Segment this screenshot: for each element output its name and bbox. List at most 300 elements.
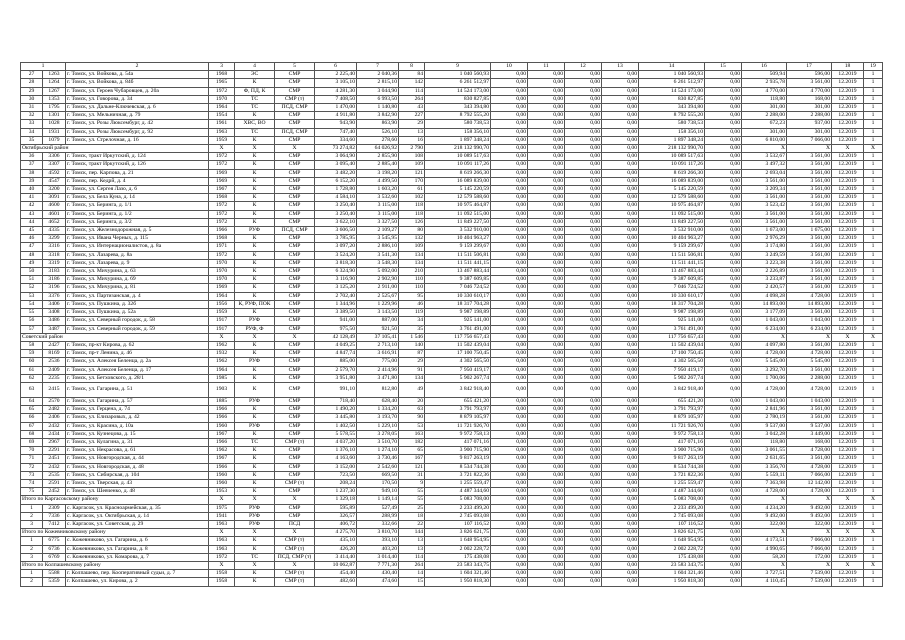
table-cell: 1903 xyxy=(209,382,235,397)
table-cell: 0,00 xyxy=(565,95,602,103)
address-cell: г. Томск, ул. Лазарева, д. 9 xyxy=(66,259,209,267)
table-cell: 3 497,32 xyxy=(742,161,787,169)
table-cell: Х xyxy=(209,529,235,537)
table-cell: 1 xyxy=(864,169,883,177)
table-cell: 0,00 xyxy=(565,292,602,300)
table-row xyxy=(21,350,883,358)
register-table xyxy=(20,62,883,587)
table-cell: 0,00 xyxy=(602,202,639,210)
table-cell: 0,00 xyxy=(491,235,528,243)
address-cell: г. Томск, ул. Стрелочная, д. 16 xyxy=(66,136,209,144)
table-cell: 0,00 xyxy=(565,161,602,169)
table-cell: 0,00 xyxy=(705,520,742,528)
table-cell: 5 145 220,59 xyxy=(639,186,705,194)
table-cell: 1963 xyxy=(209,545,235,553)
table-cell: 4335 xyxy=(43,227,66,235)
table-cell: 628,40 xyxy=(357,397,399,405)
table-cell: 3 532 910,00 xyxy=(425,227,491,235)
table-cell: 5 545,00 xyxy=(742,358,787,366)
table-cell: 29 xyxy=(399,358,425,366)
table-cell: 0,00 xyxy=(565,422,602,430)
table-cell: 0,00 xyxy=(705,358,742,366)
table-cell: 80 xyxy=(399,227,425,235)
table-cell: 57 xyxy=(21,325,43,333)
table-cell: 1 xyxy=(864,382,883,397)
table-cell: 0,00 xyxy=(602,529,639,537)
table-cell: 343 394,80 xyxy=(639,104,705,112)
table-cell: 0,00 xyxy=(565,309,602,317)
table-cell: 3376 xyxy=(43,292,66,300)
table-cell: 3 561,00 xyxy=(787,284,832,292)
table-cell: 0,00 xyxy=(491,430,528,438)
table-cell: 218 132 990,70 xyxy=(639,145,705,153)
address-cell: г. Томск, ул. Войкова, д. 54а xyxy=(66,71,209,79)
table-cell: 2406 xyxy=(43,414,66,422)
table-cell: 0,00 xyxy=(491,268,528,276)
table-cell: 0,00 xyxy=(528,512,565,520)
table-cell: 2 815,10 xyxy=(357,79,399,87)
table-cell: 50 xyxy=(21,268,43,276)
table-cell: 3 791 793,97 xyxy=(639,406,705,414)
table-cell: 1970 xyxy=(209,259,235,267)
table-cell: 0,00 xyxy=(491,447,528,455)
table-cell: 2591 xyxy=(43,479,66,487)
table-cell: К xyxy=(235,79,275,87)
table-cell: 0,00 xyxy=(602,259,639,267)
table-cell: 0,00 xyxy=(705,251,742,259)
address-cell: г. Томск, ул. Лазарева, д. 8а xyxy=(66,251,209,259)
table-cell: 107 116,52 xyxy=(639,520,705,528)
table-cell: 3 327,50 xyxy=(357,218,399,226)
section-total-row xyxy=(21,561,883,569)
table-cell: 12.2019 xyxy=(832,194,864,202)
table-cell: 264 xyxy=(399,561,425,569)
table-cell: 0,00 xyxy=(705,243,742,251)
table-cell: 0,00 xyxy=(491,145,528,153)
table-cell: 4 728,00 xyxy=(787,488,832,496)
table-cell: 0,00 xyxy=(528,341,565,349)
table-cell: 3 785,95 xyxy=(315,235,357,243)
table-cell: 7 539,00 xyxy=(787,570,832,578)
table-cell: 672,23 xyxy=(742,120,787,128)
table-cell: 0,00 xyxy=(565,496,602,504)
table-cell: ТС xyxy=(235,128,275,136)
table-cell: 0,00 xyxy=(705,227,742,235)
table-cell: 12.2019 xyxy=(832,317,864,325)
table-cell: 1 xyxy=(864,259,883,267)
table-cell: Х xyxy=(832,496,864,504)
section-label: Советский район xyxy=(21,333,209,341)
table-cell: 0,00 xyxy=(705,366,742,374)
table-cell: 595,89 xyxy=(315,504,357,512)
table-cell: 1263 xyxy=(43,71,66,79)
address-cell: г. Томск, ул. Алексея Беленца, д. 2а xyxy=(66,358,209,366)
table-cell: 117 756 657,43 xyxy=(425,333,491,341)
column-number: 4 xyxy=(235,63,275,71)
table-cell: 3 482,20 xyxy=(315,169,357,177)
table-cell: 1 255 559,47 xyxy=(639,479,705,487)
table-cell: 3 532,67 xyxy=(742,153,787,161)
table-cell: РУФ xyxy=(235,512,275,520)
table-cell: 118 xyxy=(399,202,425,210)
table-cell: 0,00 xyxy=(565,382,602,397)
table-cell: 1931 xyxy=(43,128,66,136)
address-cell: г. Томск, ул. Дальне-Ключевская, д. 6 xyxy=(66,104,209,112)
table-cell: 132 xyxy=(399,235,425,243)
table-cell: 11 721 926,70 xyxy=(639,422,705,430)
table-cell: 0,00 xyxy=(528,161,565,169)
table-cell: 0,00 xyxy=(565,553,602,561)
table-cell: 1 xyxy=(864,153,883,161)
table-cell: 0,00 xyxy=(491,374,528,382)
address-cell: г. Томск, тракт Иркутский, д. 124 xyxy=(66,153,209,161)
table-cell: 5 545,00 xyxy=(787,358,832,366)
table-cell: 0,00 xyxy=(705,350,742,358)
table-cell: 4 584,10 xyxy=(315,194,357,202)
table-cell: 1 043,00 xyxy=(742,397,787,405)
table-cell: 9 972 758,13 xyxy=(425,430,491,438)
table-cell: 2 745 093,08 xyxy=(639,512,705,520)
table-cell: 0,00 xyxy=(565,366,602,374)
table-cell: 0,00 xyxy=(565,71,602,79)
table-cell: 11 502 439,04 xyxy=(639,341,705,349)
table-cell: 0,00 xyxy=(705,578,742,586)
table-cell: 8 534 744,38 xyxy=(639,463,705,471)
table-cell: 0,00 xyxy=(528,128,565,136)
table-cell: 2 542,60 xyxy=(357,463,399,471)
table-cell: 393,10 xyxy=(357,537,399,545)
table-row xyxy=(21,177,883,185)
address-cell: г. Томск, ул. Пушкина, д. 32б xyxy=(66,300,209,308)
table-cell: К xyxy=(235,292,275,300)
table-cell: 0,00 xyxy=(705,259,742,267)
table-cell: 2 713,10 xyxy=(357,341,399,349)
table-cell: СМР xyxy=(275,194,315,202)
table-cell: 0,00 xyxy=(491,259,528,267)
table-cell: 12.2019 xyxy=(832,471,864,479)
table-cell: 1 xyxy=(864,194,883,202)
table-cell: 12.2019 xyxy=(832,447,864,455)
table-cell: 0,00 xyxy=(602,350,639,358)
table-cell: 655 421,20 xyxy=(425,397,491,405)
table-cell: 1 402,50 xyxy=(315,422,357,430)
table-cell: 0,00 xyxy=(528,136,565,144)
column-number: 1 xyxy=(21,63,66,71)
table-cell: 3 541,30 xyxy=(357,251,399,259)
table-cell: 1960 xyxy=(209,479,235,487)
table-cell: РУФ xyxy=(235,397,275,405)
table-cell: 12.2019 xyxy=(832,243,864,251)
table-cell: 301,00 xyxy=(787,104,832,112)
table-cell: 3 545,95 xyxy=(357,235,399,243)
table-cell: 991,10 xyxy=(315,382,357,397)
table-cell: 1 043,00 xyxy=(742,317,787,325)
table-cell: 3 842 918,40 xyxy=(425,382,491,397)
table-cell: 2415 xyxy=(43,382,66,397)
section-total-row xyxy=(21,496,883,504)
table-cell: 0,00 xyxy=(528,382,565,397)
table-row xyxy=(21,512,883,520)
table-row xyxy=(21,366,883,374)
table-cell: 134 xyxy=(399,251,425,259)
table-row xyxy=(21,235,883,243)
table-cell: 0,00 xyxy=(491,479,528,487)
table-cell: 0,00 xyxy=(491,95,528,103)
section-total-row xyxy=(21,145,883,153)
table-cell: 4 173,51 xyxy=(742,537,787,545)
table-cell: 12.2019 xyxy=(832,284,864,292)
table-cell: ПСД xyxy=(275,520,315,528)
table-cell: 2 002 228,72 xyxy=(639,545,705,553)
table-cell: 0,00 xyxy=(565,397,602,405)
table-cell: 0,00 xyxy=(528,455,565,463)
table-cell: 0,00 xyxy=(528,71,565,79)
table-row xyxy=(21,227,883,235)
table-cell: 9 537,00 xyxy=(787,422,832,430)
table-cell: 9 987 198,89 xyxy=(639,309,705,317)
table-cell: СМР (т) xyxy=(275,479,315,487)
table-cell: 7 066,00 xyxy=(787,545,832,553)
table-cell: 0,00 xyxy=(602,406,639,414)
table-cell: 0,00 xyxy=(528,578,565,586)
table-cell: 0,00 xyxy=(705,235,742,243)
table-cell: 2 745 093,08 xyxy=(425,512,491,520)
table-cell: 0,00 xyxy=(602,87,639,95)
table-cell: 12.2019 xyxy=(832,406,864,414)
table-cell: 0,00 xyxy=(565,578,602,586)
table-cell: 1963 xyxy=(209,537,235,545)
table-cell: 3 097,20 xyxy=(315,243,357,251)
table-cell: ПСД, СМР xyxy=(275,128,315,136)
address-cell: г. Томск, ул. Некрасова, д. 61 xyxy=(66,447,209,455)
table-cell: 0,00 xyxy=(528,430,565,438)
table-cell: 91 xyxy=(399,366,425,374)
table-cell: 0,00 xyxy=(565,406,602,414)
table-cell: 3 223,38 xyxy=(742,259,787,267)
table-cell: 2 841,96 xyxy=(742,406,787,414)
table-cell: 47 xyxy=(21,243,43,251)
address-cell: г. Колпашево, ул. Кирова, д. 2 xyxy=(66,578,209,586)
table-cell: 454,40 xyxy=(315,570,357,578)
column-number: 9 xyxy=(425,63,491,71)
table-cell: 6 324,90 xyxy=(315,268,357,276)
table-cell: 0,00 xyxy=(602,479,639,487)
table-cell: К xyxy=(235,202,275,210)
table-cell: 0,00 xyxy=(528,104,565,112)
table-cell: 4 275,70 xyxy=(315,529,357,537)
table-cell: 1 728,80 xyxy=(315,186,357,194)
table-cell: 2 288,00 xyxy=(787,374,832,382)
table-cell: 0,00 xyxy=(602,496,639,504)
table-cell: 0,00 xyxy=(602,512,639,520)
table-cell: 170,50 xyxy=(357,479,399,487)
table-cell: 12.2019 xyxy=(832,128,864,136)
table-cell: 12.2019 xyxy=(832,309,864,317)
address-cell: г. Томск, ул. Героев Чубаровцев, д. 20а xyxy=(66,87,209,95)
table-cell: 0,00 xyxy=(565,512,602,520)
table-cell: 580 738,53 xyxy=(425,120,491,128)
table-cell: РУФ xyxy=(235,358,275,366)
table-cell: 0,00 xyxy=(565,341,602,349)
table-cell: К xyxy=(235,578,275,586)
table-cell: 0,00 xyxy=(565,479,602,487)
table-cell: 1964 xyxy=(209,292,235,300)
table-cell: 3 116,90 xyxy=(315,276,357,284)
table-row xyxy=(21,104,883,112)
table-cell: 3307 xyxy=(43,161,66,169)
table-cell: СМР xyxy=(275,251,315,259)
table-cell: 2 886,10 xyxy=(357,243,399,251)
table-cell: 2 579,70 xyxy=(315,366,357,374)
table-cell: РУФ xyxy=(235,317,275,325)
table-cell: 0,00 xyxy=(565,504,602,512)
table-row xyxy=(21,374,883,382)
table-cell: 0,00 xyxy=(491,358,528,366)
table-cell: 110 xyxy=(399,284,425,292)
table-cell: 1267 xyxy=(43,87,66,95)
table-cell: ТС xyxy=(235,104,275,112)
table-cell: 0,00 xyxy=(602,194,639,202)
table-cell: 12.2019 xyxy=(832,259,864,267)
table-cell: 278,60 xyxy=(357,136,399,144)
table-cell: 3 356,70 xyxy=(742,463,787,471)
table-cell: Х xyxy=(832,145,864,153)
table-cell: 264 xyxy=(399,95,425,103)
table-cell: К xyxy=(235,374,275,382)
table-cell: 2 xyxy=(21,512,43,520)
table-cell: 0,00 xyxy=(491,104,528,112)
table-cell: 3 143,50 xyxy=(357,309,399,317)
table-cell: 1 229,10 xyxy=(357,422,399,430)
table-cell: 14 524 173,00 xyxy=(425,87,491,95)
table-cell: 12.2019 xyxy=(832,570,864,578)
table-cell: 12.2019 xyxy=(832,177,864,185)
table-cell: 0,00 xyxy=(705,374,742,382)
table-cell: 0,00 xyxy=(491,504,528,512)
table-row xyxy=(21,397,883,405)
table-cell: 109 xyxy=(399,161,425,169)
table-cell: 1 xyxy=(864,479,883,487)
table-cell: 1969 xyxy=(209,284,235,292)
table-cell: 0,00 xyxy=(602,578,639,586)
table-cell: 11 092 515,00 xyxy=(639,210,705,218)
table-cell: 11 721 926,70 xyxy=(425,422,491,430)
table-cell: 52 xyxy=(21,284,43,292)
table-cell: 107 116,52 xyxy=(425,520,491,528)
table-cell: 0,00 xyxy=(602,218,639,226)
table-cell: 0,00 xyxy=(565,537,602,545)
table-cell: 37 105,41 xyxy=(357,333,399,341)
table-cell: 16 xyxy=(399,136,425,144)
table-cell: К xyxy=(235,235,275,243)
table-cell: 18 xyxy=(399,512,425,520)
table-cell: 1 xyxy=(864,87,883,95)
table-cell: 4 110,45 xyxy=(742,578,787,586)
address-cell: г. Томск, ул. Беринга, д. 3/2 xyxy=(66,218,209,226)
table-cell: 34 xyxy=(21,128,43,136)
table-cell: СМР xyxy=(275,300,315,308)
table-cell: 1795 xyxy=(43,104,66,112)
table-cell: 2536 xyxy=(43,358,66,366)
table-cell: 417 071,16 xyxy=(425,438,491,446)
table-cell: 12.2019 xyxy=(832,463,864,471)
table-cell: 0,00 xyxy=(491,422,528,430)
table-cell: 22 xyxy=(399,520,425,528)
table-cell: 1972 xyxy=(209,202,235,210)
table-cell: 3 561,00 xyxy=(787,366,832,374)
table-cell: 1962 xyxy=(209,341,235,349)
table-cell: 863,90 xyxy=(357,120,399,128)
table-cell: 3 900 715,90 xyxy=(639,447,705,455)
table-cell: 45 xyxy=(21,227,43,235)
table-row xyxy=(21,578,883,586)
table-cell: 29 xyxy=(21,87,43,95)
table-cell: 0,00 xyxy=(705,512,742,520)
table-cell: 1 xyxy=(864,120,883,128)
table-cell: 10 404 963,27 xyxy=(425,235,491,243)
table-cell: 4 728,00 xyxy=(742,382,787,397)
table-cell: 3 561,00 xyxy=(787,202,832,210)
table-cell: 3 616,91 xyxy=(357,350,399,358)
table-cell: 7 046 724,52 xyxy=(425,284,491,292)
table-cell: 669,50 xyxy=(357,471,399,479)
table-cell: 0,00 xyxy=(705,300,742,308)
table-cell: 0,00 xyxy=(528,471,565,479)
table-cell: 0,00 xyxy=(602,309,639,317)
table-cell: 1 546 xyxy=(399,333,425,341)
table-cell: 49 xyxy=(21,259,43,267)
table-cell: 0,00 xyxy=(565,218,602,226)
table-row xyxy=(21,463,883,471)
table-cell: 3318 xyxy=(43,251,66,259)
table-cell: 6 234,00 xyxy=(787,325,832,333)
table-cell: 1 xyxy=(21,504,43,512)
table-cell: 3 561,00 xyxy=(742,177,787,185)
table-cell: 1353 xyxy=(43,95,66,103)
table-cell: 11 849 227,50 xyxy=(425,218,491,226)
table-cell: 1 xyxy=(864,186,883,194)
table-cell: Х xyxy=(275,333,315,341)
table-row xyxy=(21,268,883,276)
table-cell: 158 356,10 xyxy=(425,128,491,136)
table-cell: 1 xyxy=(864,553,883,561)
table-cell: 0,00 xyxy=(491,366,528,374)
table-cell: 12.2019 xyxy=(832,153,864,161)
table-cell: 0,00 xyxy=(491,333,528,341)
table-cell: 0,00 xyxy=(565,194,602,202)
table-cell: 0,00 xyxy=(705,71,742,79)
table-cell: 0,00 xyxy=(528,259,565,267)
table-cell: 3 042,28 xyxy=(742,430,787,438)
table-cell: 1 237,30 xyxy=(315,488,357,496)
table-cell: 72 xyxy=(21,463,43,471)
table-cell: 1 xyxy=(864,210,883,218)
table-cell: 580 738,53 xyxy=(639,120,705,128)
table-cell: 70 xyxy=(21,447,43,455)
table-cell: 0,00 xyxy=(602,79,639,87)
column-number: 13 xyxy=(602,63,639,71)
table-cell: 12.2019 xyxy=(832,300,864,308)
address-cell: г. Томск, пер. Карпова, д. 21 xyxy=(66,169,209,177)
table-cell: 0,00 xyxy=(602,358,639,366)
table-cell: 14 xyxy=(399,570,425,578)
table-cell: 3 561,00 xyxy=(787,268,832,276)
table-cell: 14 893,00 xyxy=(787,300,832,308)
table-cell: 14 893,00 xyxy=(742,300,787,308)
table-cell: 0,00 xyxy=(602,414,639,422)
table-cell: 31 xyxy=(21,104,43,112)
table-cell: 8 792 555,20 xyxy=(425,112,491,120)
